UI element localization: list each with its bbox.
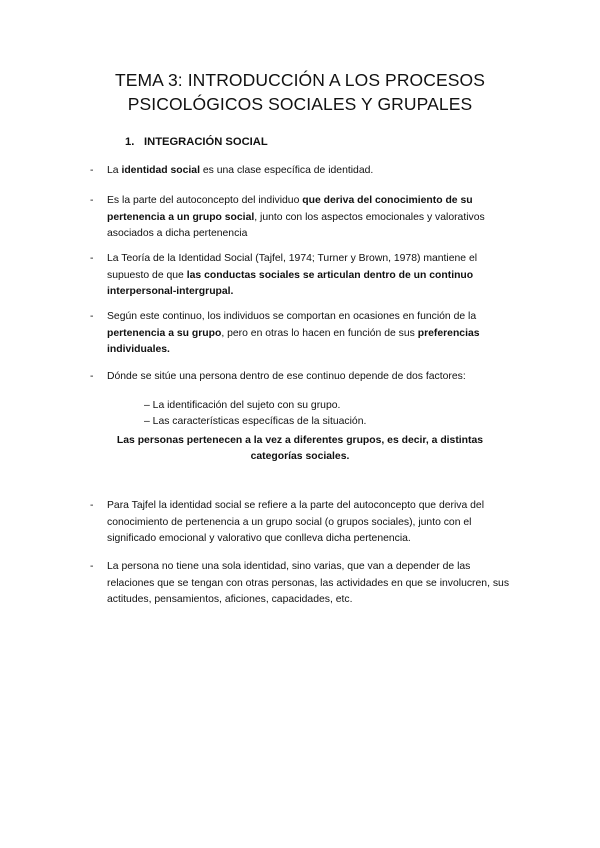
- section-title: INTEGRACIÓN SOCIAL: [144, 136, 268, 148]
- list-item-text: Según este continuo, los individuos se comportan en ocasiones en función de la pertenencia a su grupo, pero en otras lo hacen en función de sus preferencias individuales.: [107, 311, 480, 355]
- bullet-dash: -: [90, 195, 94, 206]
- title-line-2: PSICOLÓGICOS SOCIALES Y GRUPALES: [127, 94, 473, 114]
- bullet-dash: -: [90, 253, 94, 264]
- bullet-dash: -: [90, 561, 94, 572]
- sub-item: – La identificación del sujeto con su grupo.: [144, 400, 341, 411]
- section-number: 1.: [125, 136, 135, 148]
- list-item-text: La identidad social es una clase específica de identidad.: [107, 165, 374, 176]
- bullet-dash: -: [90, 500, 94, 511]
- title-line-1: TEMA 3: INTRODUCCIÓN A LOS PROCESOS: [114, 70, 486, 90]
- page-title: [60, 68, 540, 116]
- bullet-dash: -: [90, 165, 94, 176]
- highlight-statement: Las personas pertenecen a la vez a diferentes grupos, es decir, a distintas categorías sociales.: [116, 435, 484, 462]
- list-item-text: La Teoría de la Identidad Social (Tajfel, 1974; Turner y Brown, 1978) mantiene el supuesto de que las conductas sociales se articulan dentro de un continuo interpersonal-intergrupal.: [107, 253, 478, 297]
- list-item-text: Para Tajfel la identidad social se refiere a la parte del autoconcepto que deriva del conocimiento de pertenencia a un grupo social (o grupos sociales), junto con el significado emocional y valorativo que conlleva dicha pertenencia.: [107, 500, 484, 544]
- list-item-text: Es la parte del autoconcepto del individuo que deriva del conocimiento de su pertenencia a un grupo social, junto con los aspectos emocionales y valorativos asociados a dicha pertenencia: [107, 195, 485, 239]
- list-item-text: La persona no tiene una sola identidad, sino varias, que van a depender de las relaciones que se tengan con otras personas, las actividades en que se involucren, sus actitudes, pensamientos, aficiones, capacidades, etc.: [107, 561, 510, 605]
- section-heading: [125, 136, 268, 148]
- bullet-dash: -: [90, 371, 94, 382]
- list-item-text: Dónde se sitúe una persona dentro de ese continuo depende de dos factores:: [107, 371, 466, 382]
- sub-item: – Las características específicas de la situación.: [144, 416, 367, 427]
- bullet-dash: -: [90, 311, 94, 322]
